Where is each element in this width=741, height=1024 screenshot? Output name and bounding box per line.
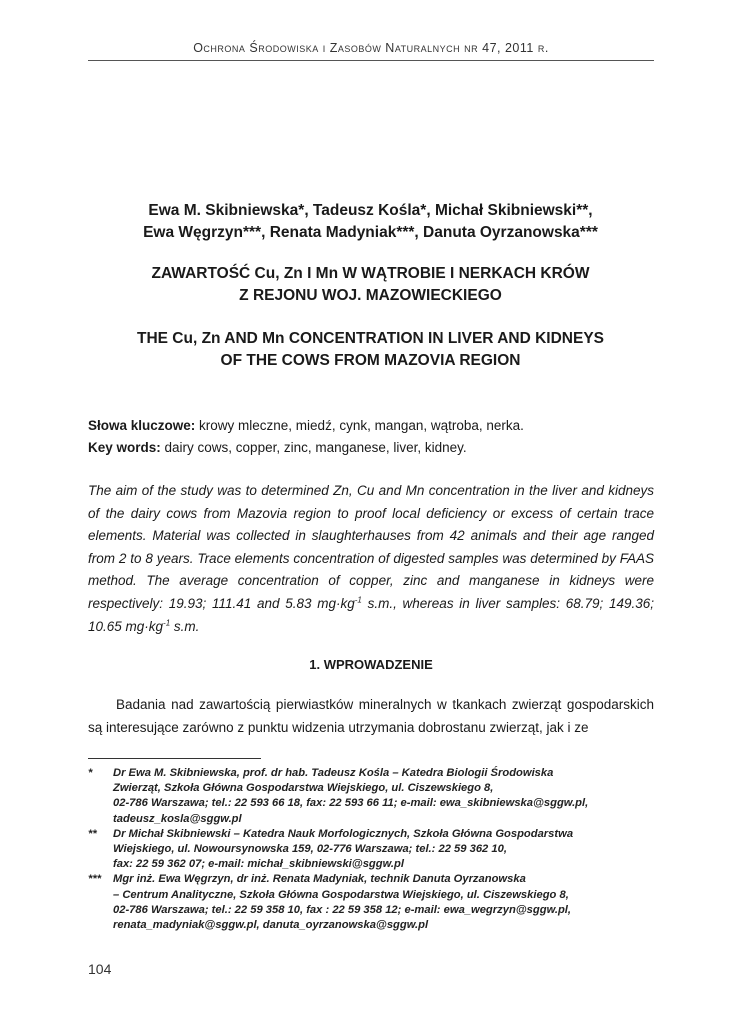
title-english	[60, 328, 681, 372]
abstract	[88, 480, 654, 638]
abstract-text-2: s.m., whereas in liver samples: 68.79; 149.36; 10.65 mg·kg	[88, 595, 654, 634]
footnotes	[88, 766, 654, 933]
footnote-body	[113, 827, 654, 873]
footnote-rule	[88, 758, 261, 759]
keywords-polish-text: krowy mleczne, miedź, cynk, mangan, wątroba, nerka.	[195, 418, 524, 433]
author-list	[60, 200, 681, 244]
keywords-english-text: dairy cows, copper, zinc, manganese, liver, kidney.	[160, 440, 467, 455]
footnote	[88, 872, 654, 933]
header-rule	[88, 60, 654, 61]
abstract-text-1: The aim of the study was to determined Zn, Cu and Mn concentration in the liver and kidneys of the dairy cows from Mazovia region to proof local deficiency or excess of certain trace elements. Material was collected in slaughterhauses from 42 animals and their age ranged from 2 to 8 years. Trace elements concentration of digested samples was determined by FAAS method. The average concentration of copper, zinc and manganese in kidneys were respectively: 19.93; 111.41 and 5.83 mg·kg	[88, 483, 654, 611]
footnote-line: Mgr inż. Ewa Węgrzyn, dr inż. Renata Madyniak, technik Danuta Oyrzanowska	[113, 873, 526, 886]
footnote-line: 02-786 Warszawa; tel.: 22 593 66 18, fax: 22 593 66 11; e-mail: ewa_skibniewska@sggw.pl,	[113, 797, 589, 810]
section-heading: 1. WPROWADZENIE	[309, 657, 433, 672]
keywords-english	[88, 437, 654, 459]
footnote-mark: **	[88, 827, 97, 840]
footnote-line: Dr Michał Skibniewski – Katedra Nauk Morfologicznych, Szkoła Główna Gospodarstwa	[113, 827, 574, 840]
footnote	[88, 766, 654, 827]
footnote-mark: ***	[88, 873, 102, 886]
intro-paragraph: Badania nad zawartością pierwiastków mineralnych w tkankach zwierząt gospodarskich są interesujące zarówno z punktu widzenia utrzymania dobrostanu zwierząt, jak i ze	[88, 697, 654, 735]
footnote-body	[113, 872, 654, 933]
footnote-line: – Centrum Analityczne, Szkoła Główna Gospodarstwa Wiejskiego, ul. Ciszewskiego 8,	[113, 888, 569, 901]
footnote-line: Wiejskiego, ul. Nowoursynowska 159, 02-776 Warszawa; tel.: 22 59 362 10,	[113, 843, 507, 856]
abstract-superscript-1: -1	[354, 595, 362, 605]
abstract-text-3: s.m.	[170, 618, 200, 634]
footnote-line: tadeusz_kosla@sggw.pl	[113, 812, 242, 825]
title-polish	[60, 263, 681, 307]
running-head: Ochrona Środowiska i Zasobów Naturalnych nr 47, 2011 r.	[193, 41, 549, 55]
footnote-line: Dr Ewa M. Skibniewska, prof. dr hab. Tadeusz Kośla – Katedra Biologii Środowiska	[113, 767, 554, 779]
title-english-line-2: OF THE COWS FROM MAZOVIA REGION	[220, 352, 521, 369]
author-line-1: Ewa M. Skibniewska*, Tadeusz Kośla*, Michał Skibniewski**,	[148, 202, 593, 219]
footnote-line: fax: 22 59 362 07; e-mail: michał_skibniewski@sggw.pl	[113, 858, 404, 871]
keywords-block	[88, 415, 654, 459]
author-line-2: Ewa Węgrzyn***, Renata Madyniak***, Danuta Oyrzanowska***	[143, 224, 598, 241]
footnote-line: 02-786 Warszawa; tel.: 22 59 358 10, fax : 22 59 358 12; e-mail: ewa_wegrzyn@sggw.pl,	[113, 903, 572, 916]
footnote	[88, 827, 654, 873]
title-polish-line-2: Z REJONU WOJ. MAZOWIECKIEGO	[239, 287, 502, 304]
abstract-superscript-2: -1	[163, 618, 171, 628]
keywords-english-label: Key words:	[88, 440, 161, 455]
keywords-polish-label: Słowa kluczowe:	[88, 418, 196, 433]
page-number: 104	[88, 961, 112, 977]
footnote-mark: *	[88, 767, 93, 779]
title-polish-line-1: ZAWARTOŚĆ Cu, Zn I Mn W WĄTROBIE I NERKACH KRÓW	[151, 265, 590, 282]
footnote-line: Zwierząt, Szkoła Główna Gospodarstwa Wiejskiego, ul. Ciszewskiego 8,	[113, 782, 494, 795]
footnote-line: renata_madyniak@sggw.pl, danuta_oyrzanowska@sggw.pl	[113, 919, 429, 932]
footnote-body	[113, 766, 654, 827]
title-english-line-1: THE Cu, Zn AND Mn CONCENTRATION IN LIVER AND KIDNEYS	[137, 330, 604, 347]
keywords-polish	[88, 415, 654, 437]
